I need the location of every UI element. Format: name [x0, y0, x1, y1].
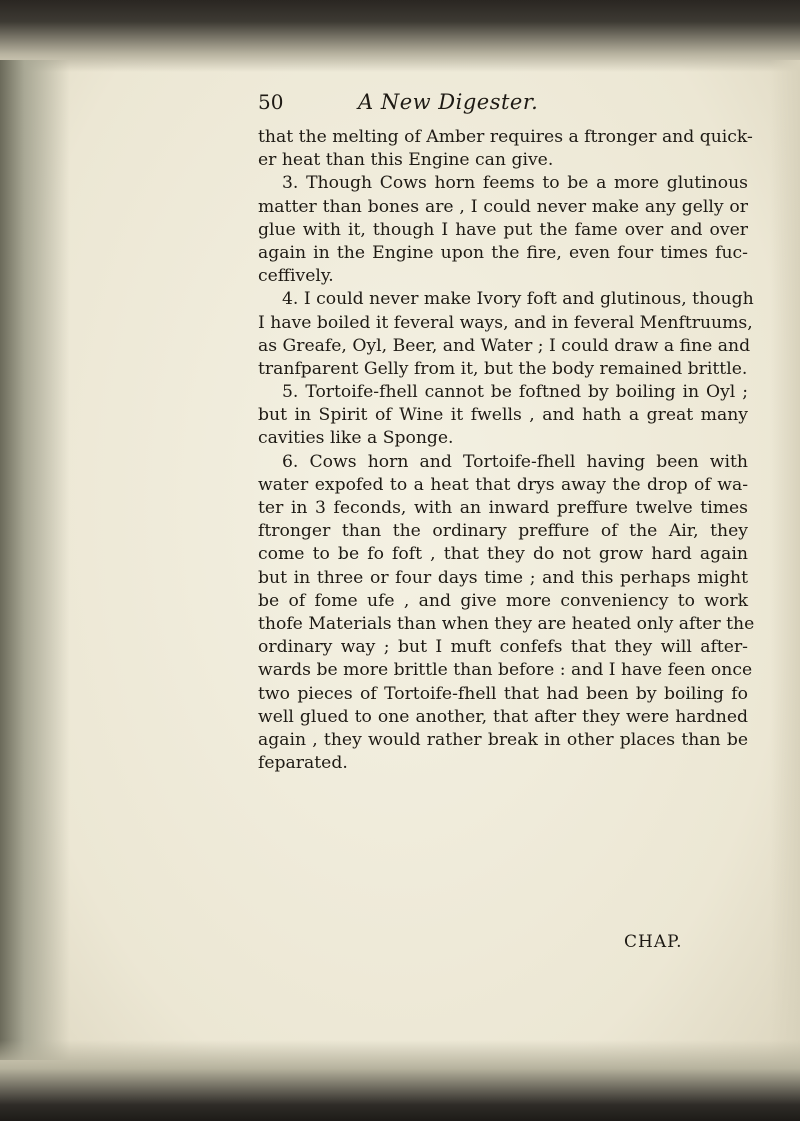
text-line: ordinary way ; but I muft confefs that they will after- [258, 637, 748, 658]
text-line: but in three or four days time ; and this perhaps might [258, 567, 748, 588]
page-right-edge-shadow [770, 60, 800, 1060]
text-line: 4. I could never make Ivory foft and glutinous, though [282, 289, 754, 310]
text-line: again , they would rather break in other places than be [258, 729, 748, 750]
text-line: two pieces of Tortoife-fhell that had been by boiling fo [258, 683, 748, 704]
text-line: matter than bones are , I could never make any gelly or [258, 196, 748, 217]
text-line: wards be more brittle than before : and I have feen once [258, 660, 753, 681]
text-line: 3. Though Cows horn feems to be a more glutinous [282, 173, 748, 194]
text-line: feparated. [258, 753, 348, 774]
text-line: ter in 3 feconds, with an inward preffure twelve times [258, 498, 748, 518]
text-line: I have boiled it feveral ways, and in feveral Menftruums, [258, 312, 753, 333]
text-line: ceffively. [258, 266, 334, 287]
text-line: come to be fo foft , that they do not grow hard again [258, 544, 748, 565]
page-gutter-shadow [0, 60, 70, 1060]
page-header [258, 90, 718, 120]
page-top-edge-shadow [0, 0, 800, 72]
text-line: 6. Cows horn and Tortoife-fhell having been with [282, 451, 748, 472]
page-number: 50 [258, 90, 284, 114]
page-bottom-edge-shadow [0, 1040, 800, 1121]
text-line: cavities like a Sponge. [258, 428, 454, 449]
text-line: water expofed to a heat that drys away the drop of wa- [258, 474, 748, 495]
catchword: CHAP. [624, 932, 683, 952]
text-line: er heat than this Engine can give. [258, 150, 554, 171]
text-line: that the melting of Amber requires a ftronger and quick- [258, 127, 753, 147]
text-line: well glued to one another, that after they were hardned [258, 706, 748, 727]
text-line: ftronger than the ordinary preffure of the Air, they [258, 521, 748, 542]
text-line: 5. Tortoife-fhell cannot be foftned by boiling in Oyl ; [282, 382, 748, 403]
text-line: be of fome ufe , and give more conveniency to work [258, 590, 748, 611]
text-line: but in Spirit of Wine it fwells , and hath a great many [258, 405, 748, 426]
text-line: thofe Materials than when they are heated only after the [258, 613, 755, 634]
body-text [258, 126, 755, 775]
text-line: tranfparent Gelly from it, but the body remained brittle. [258, 358, 748, 379]
text-line: again in the Engine upon the fire, even four times fuc- [258, 242, 748, 263]
running-title: A New Digester. [358, 90, 539, 114]
text-line: glue with it, though I have put the fame over and over [258, 219, 748, 240]
text-line: as Greafe, Oyl, Beer, and Water ; I could draw a fine and [258, 335, 751, 356]
